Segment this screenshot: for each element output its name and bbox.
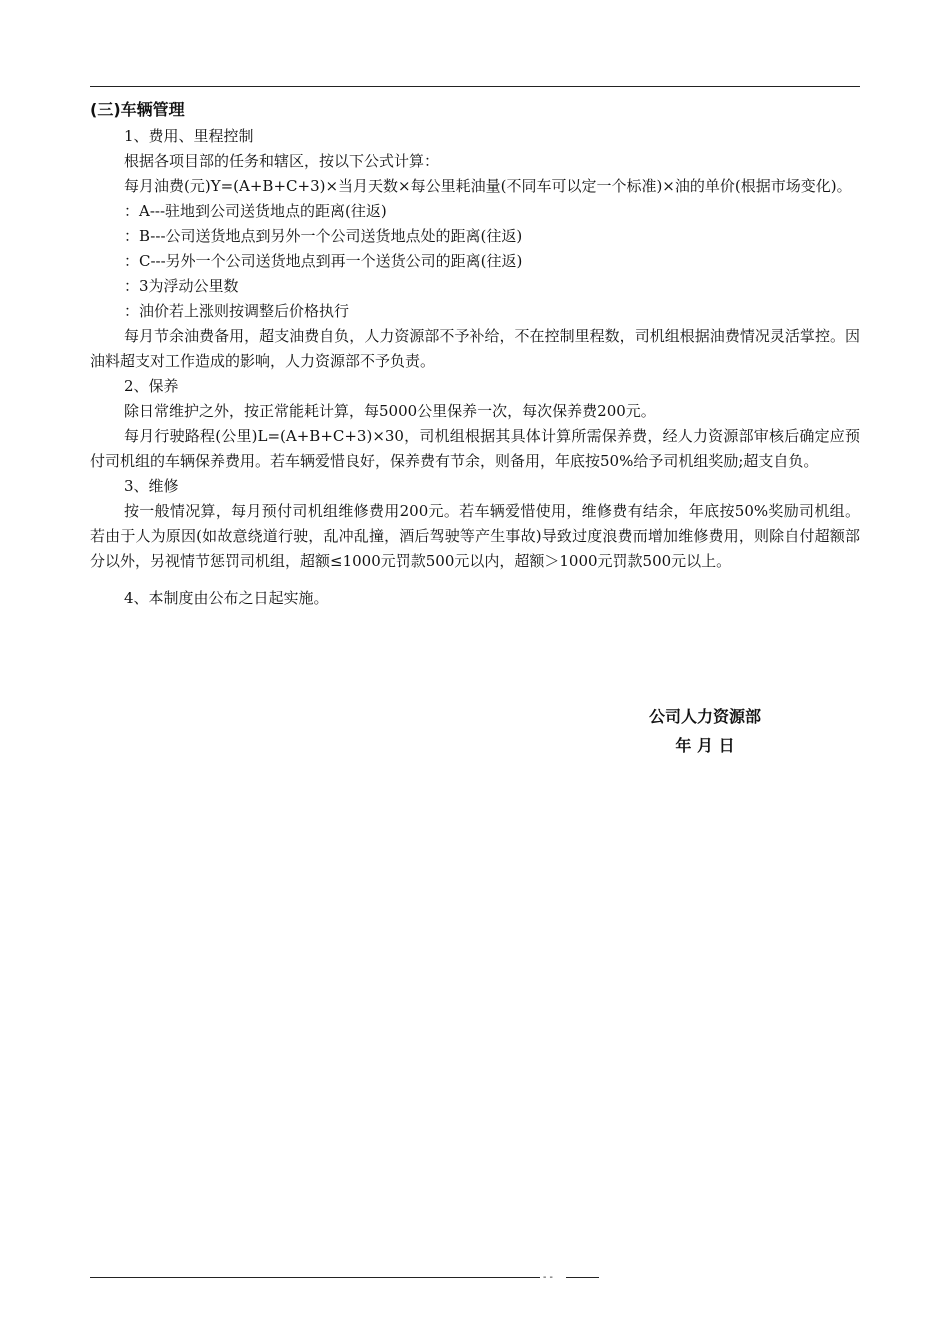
formula-note-3: ：3为浮动公里数: [124, 277, 239, 295]
section-title: (三)车辆管理: [90, 100, 185, 119]
formula-note-b: ：B---公司送货地点到另外一个公司送货地点处的距离(往返): [124, 227, 523, 245]
formula-note-c: ：C---另外一个公司送货地点到再一个送货公司的距离(往返): [124, 252, 523, 270]
paragraph: 除日常维护之外，按正常能耗计算，每5000公里保养一次，每次保养费200元。: [124, 402, 656, 420]
fuel-formula: 每月油费(元)Y=(A+B+C+3)×当月天数×每公里耗油量(不同车可以定一个标准)×油的单价(根据市场变化)。: [124, 177, 852, 195]
footer-page-mark: - -: [543, 1272, 553, 1283]
paragraph: 按一般情况算，每月预付司机组维修费用200元。若车辆爱惜使用，维修费有结余，年底按50%奖励司机组。若由于人为原因(如故意绕道行驶，乱冲乱撞，酒后驾驶等产生事故)导致过度浪费而增加维修费用，则除自付超额部分以外，另视情节惩罚司机组，超额≤1000元罚款500元以内，超额＞1000元罚款500元以上。: [90, 502, 860, 570]
signature-block: [620, 702, 790, 760]
subheading-fuel-mileage: 1、费用、里程控制: [124, 127, 254, 145]
page-footer: [90, 1272, 600, 1284]
subheading-repair: 3、维修: [124, 477, 179, 495]
subheading-maintenance: 2、保养: [124, 377, 179, 395]
footer-rule: [90, 1277, 540, 1278]
header-rule: [90, 86, 860, 87]
formula-note-a: ：A---驻地到公司送货地点的距离(往返): [124, 202, 387, 220]
signature-department: 公司人力资源部: [648, 707, 761, 726]
signature-date: 年 月 日: [675, 736, 735, 755]
document-body: [90, 96, 860, 611]
paragraph: 每月节余油费备用，超支油费自负，人力资源部不予补给，不在控制里程数，司机组根据油费情况灵活掌控。因油料超支对工作造成的影响，人力资源部不予负责。: [90, 327, 860, 370]
paragraph: 根据各项目部的任务和辖区，按以下公式计算：: [124, 152, 440, 170]
footer-rule-short: [566, 1277, 599, 1278]
formula-note-price: ：油价若上涨则按调整后价格执行: [124, 302, 350, 320]
maintenance-formula: 每月行驶路程(公里)L=(A+B+C+3)×30，司机组根据其具体计算所需保养费，经人力资源部审核后确定应预付司机组的车辆保养费用。若车辆爱惜良好，保养费有节余，则备用，年底按50%给予司机组奖励;超支自负。: [90, 427, 860, 470]
paragraph-effective: 4、本制度由公布之日起实施。: [124, 589, 329, 607]
